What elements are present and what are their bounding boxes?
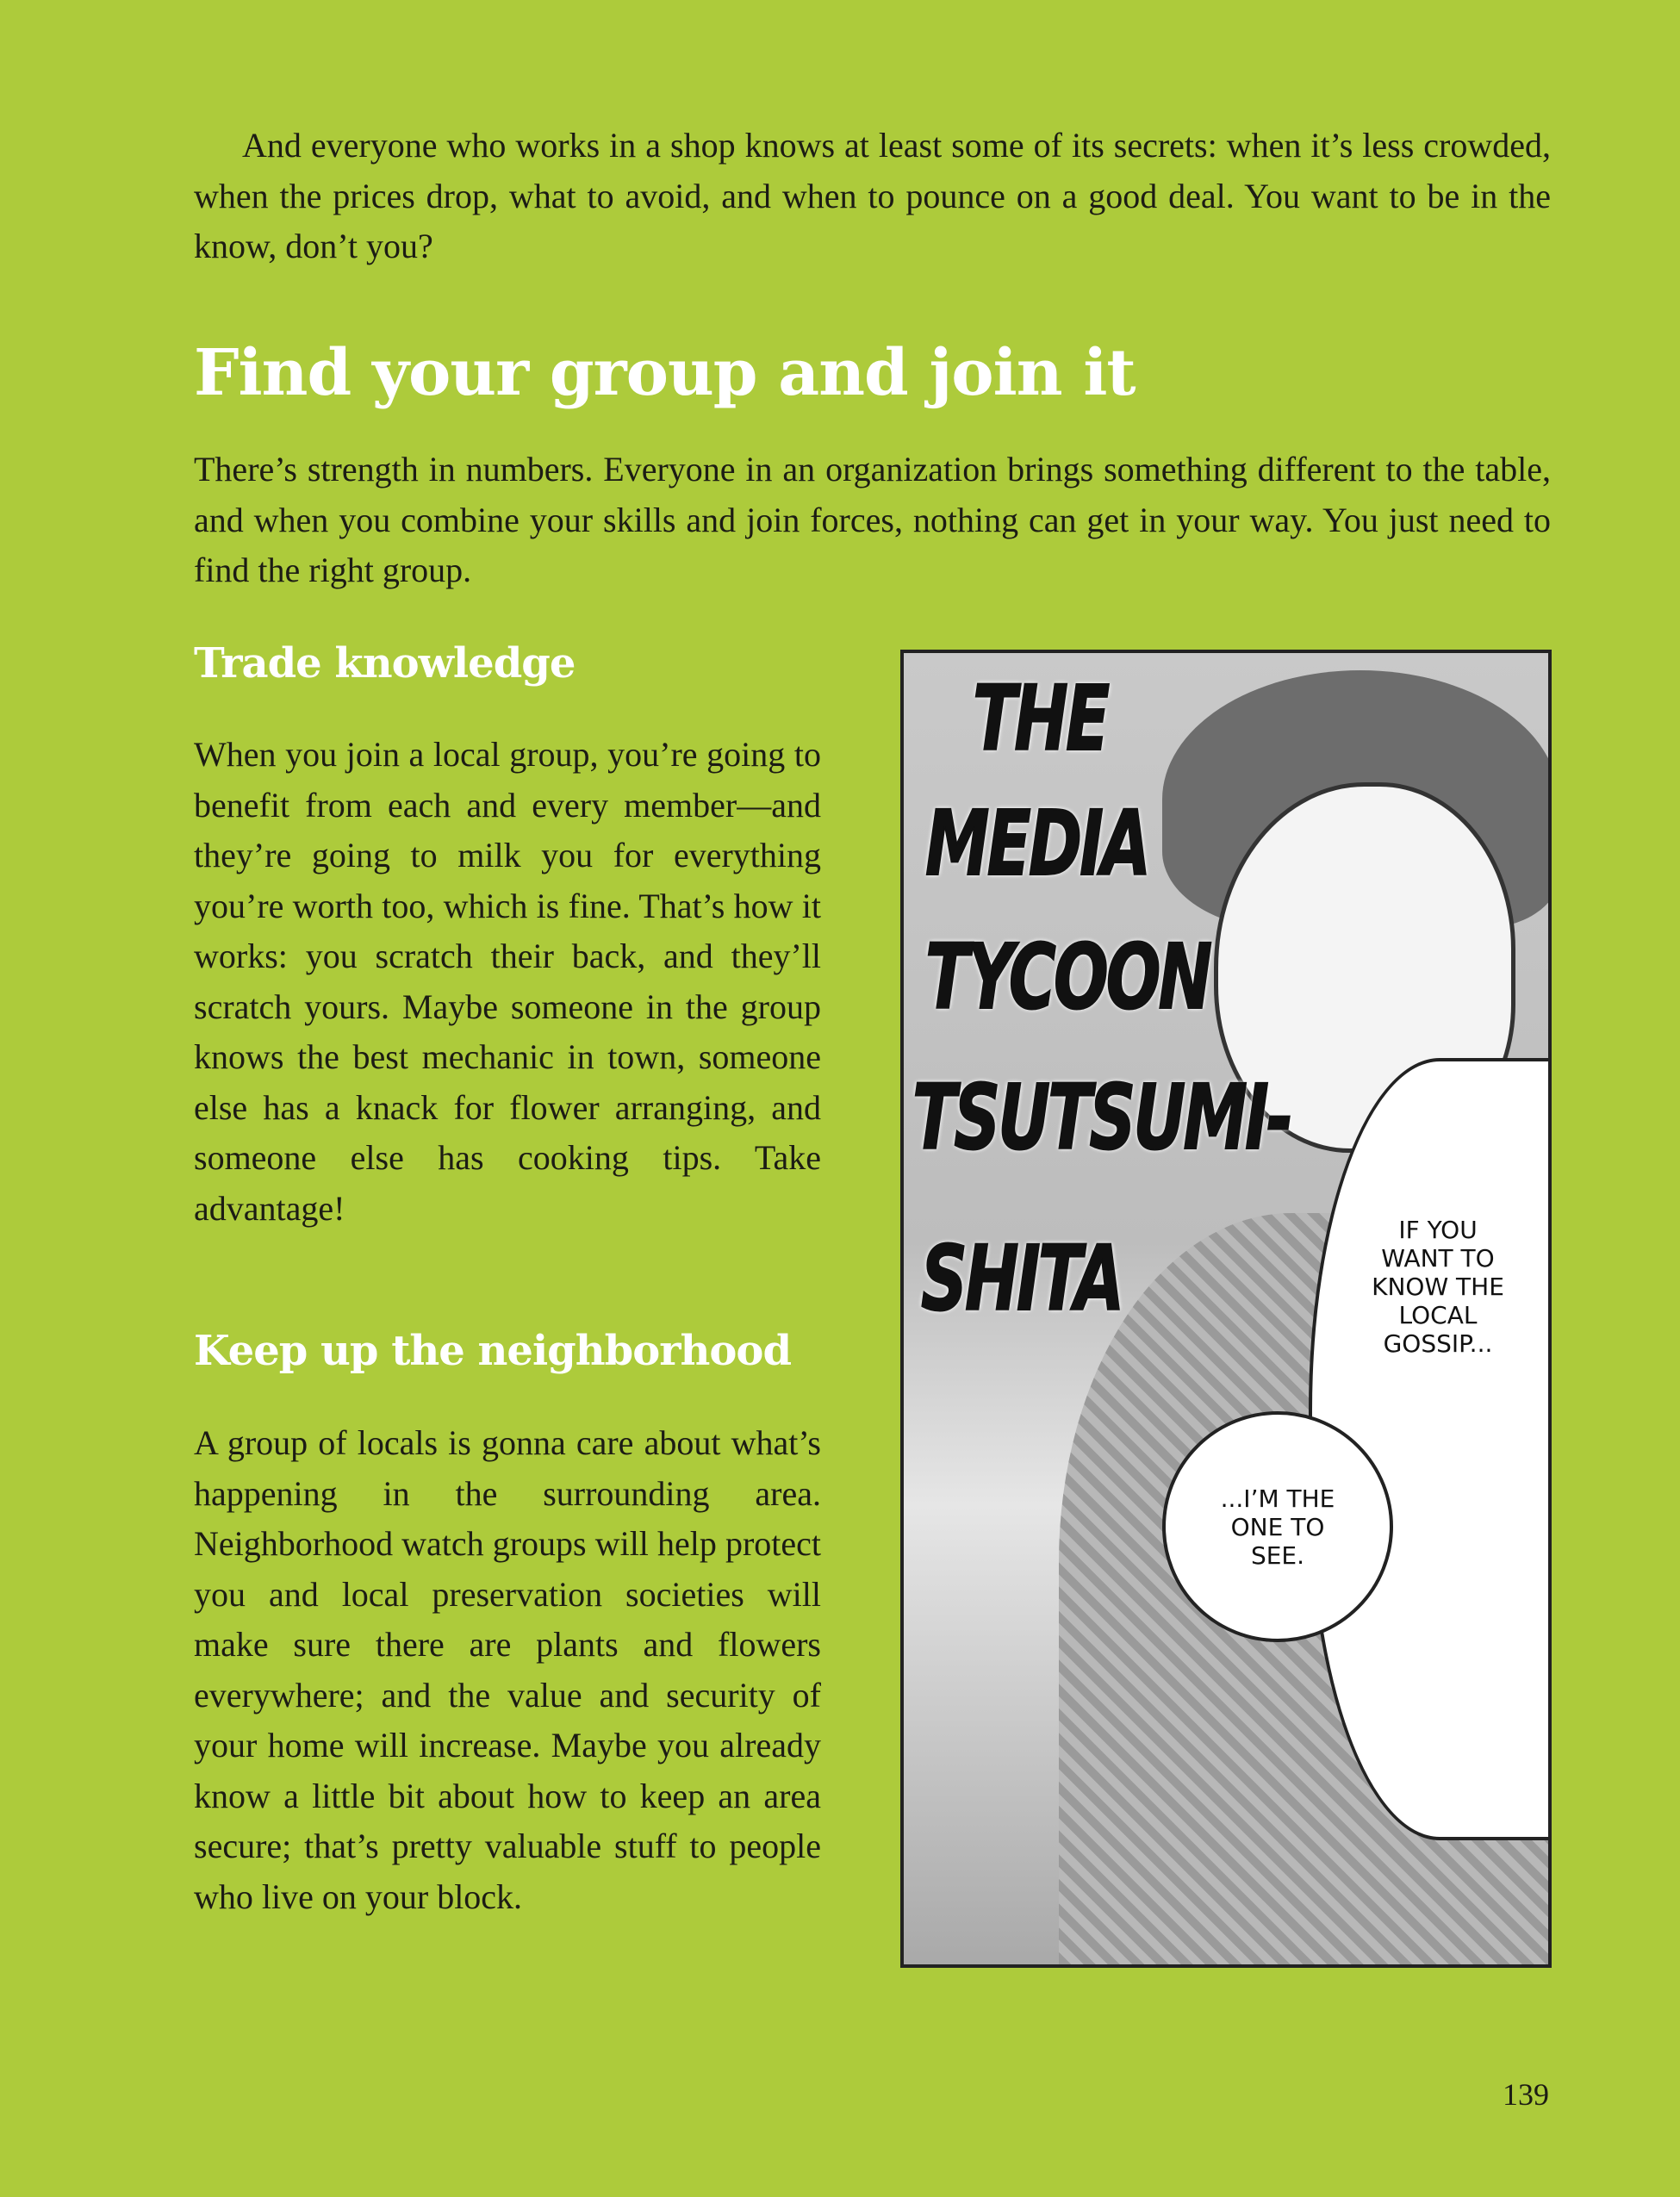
comic-title-line: TSUTSUMI- <box>912 1065 1291 1170</box>
manga-panel <box>900 650 1552 1968</box>
neighborhood-paragraph: A group of locals is gonna care about what’s happening in the surrounding area. Neighborhood watch groups will help protect you and local preservation societies will make sure there are plants and flowers everywhere; and the value and security of your home will increase. Maybe you already know a little bit about how to keep an area secure; that’s pretty valuable stuff to people who live on your block. <box>194 1423 821 1916</box>
strength-paragraph: There’s strength in numbers. Everyone in an organization brings something different to the table, and when you combine your skills and join forces, nothing can get in your way. You just need to find the right group. <box>194 450 1551 589</box>
comic-title-line: TYCOON <box>925 924 1210 1030</box>
comic-title-line: THE <box>973 666 1108 771</box>
speech-bubble-gossip <box>1326 1179 1550 1394</box>
section-heading: Find your group and join it <box>194 336 1136 410</box>
speech-bubble-one-to-see <box>1162 1411 1393 1642</box>
page-number: 139 <box>1503 2077 1549 2112</box>
trade-knowledge-paragraph: When you join a local group, you’re going to benefit from each and every member—and they’re going to milk you for everything you’re worth too, which is fine. That’s how it works: you scratch their back, and they’ll scratch yours. Maybe someone in the group knows the best mechanic in town, someone else has a knack for flower arranging, and someone else has cooking tips. Take advantage! <box>194 735 821 1228</box>
comic-title-line: MEDIA <box>925 791 1149 896</box>
trade-knowledge-heading: Trade knowledge <box>194 639 576 688</box>
bubble-text: IF YOU WANT TO KNOW THE LOCAL GOSSIP... <box>1372 1215 1504 1358</box>
comic-title-line: SHITA <box>921 1226 1123 1331</box>
neighborhood-heading: Keep up the neighborhood <box>194 1327 791 1375</box>
bubble-text: ...I’M THE ONE TO SEE. <box>1220 1484 1335 1570</box>
intro-paragraph: And everyone who works in a shop knows at least some of its secrets: when it’s less crowded, when the prices drop, what to avoid, and when to pounce on a good deal. You want to be in the know, don’t you? <box>194 126 1551 265</box>
